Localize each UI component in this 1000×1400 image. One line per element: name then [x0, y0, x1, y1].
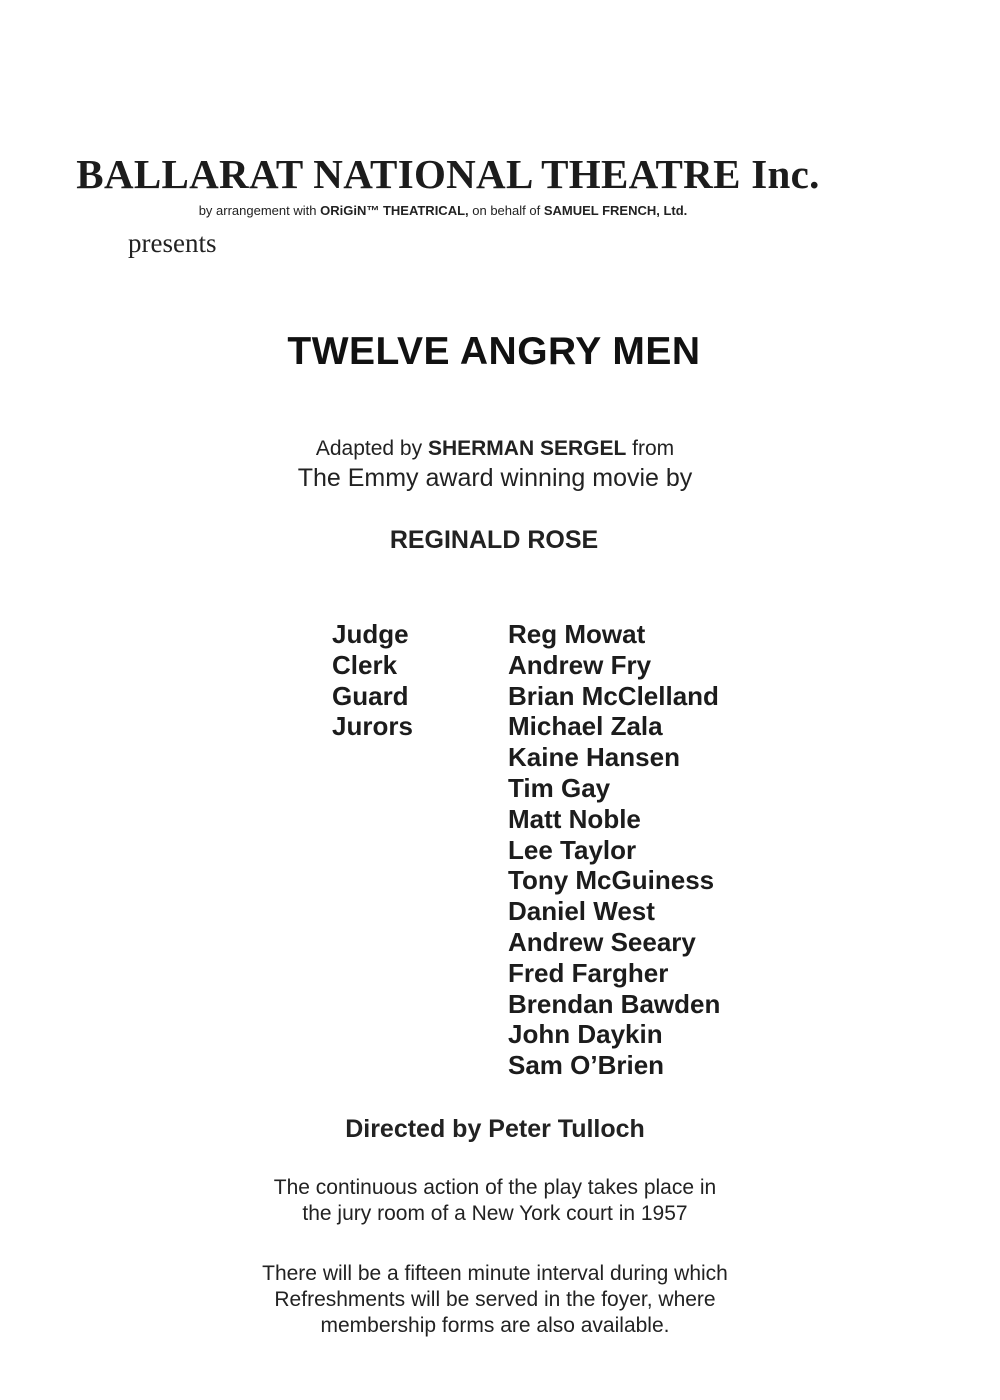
- cast-roles-list: [332, 619, 413, 742]
- setting-line: the jury room of a New York court in 1957: [302, 1202, 688, 1225]
- interval-line: membership forms are also available.: [320, 1314, 670, 1337]
- theatre-company-name: BALLARAT NATIONAL THEATRE Inc.: [76, 151, 820, 197]
- cast-member: Lee Taylor: [508, 834, 637, 865]
- source-line: The Emmy award winning movie by: [297, 464, 693, 492]
- cast-role: Clerk: [332, 649, 398, 680]
- interval-line: Refreshments will be served in the foyer, where: [274, 1288, 716, 1311]
- setting-line: The continuous action of the play takes place in: [273, 1176, 717, 1199]
- presents-label: presents: [128, 228, 217, 258]
- adaptation-line: [0, 437, 990, 461]
- cast-member: Michael Zala: [508, 711, 663, 742]
- cast-member: Matt Noble: [508, 803, 641, 834]
- cast-member: Fred Fargher: [508, 957, 669, 988]
- arrangement-line: [0, 203, 886, 218]
- adapted-suffix: from: [626, 437, 675, 460]
- publisher-name: SAMUEL FRENCH, Ltd.: [543, 203, 688, 218]
- cast-member: Tony McGuiness: [508, 865, 715, 896]
- cast-member: Andrew Fry: [508, 649, 652, 680]
- cast-member: Kaine Hansen: [508, 742, 680, 773]
- cast-member: Daniel West: [508, 896, 655, 927]
- setting-note: [0, 1175, 990, 1227]
- director-credit: Directed by Peter Tulloch: [345, 1115, 645, 1143]
- cast-member: Reg Mowat: [508, 619, 646, 649]
- cast-role: Guard: [332, 680, 409, 711]
- cast-member: John Daykin: [508, 1019, 663, 1050]
- cast-member: Andrew Seeary: [508, 926, 696, 957]
- author-name: REGINALD ROSE: [389, 526, 599, 554]
- interval-note: [0, 1261, 990, 1339]
- adapter-name: SHERMAN SERGEL: [427, 437, 627, 460]
- cast-member: Brendan Bawden: [508, 988, 721, 1019]
- cast-member: Tim Gay: [508, 772, 611, 803]
- cast-role: Jurors: [332, 711, 413, 742]
- play-title: TWELVE ANGRY MEN: [287, 330, 701, 373]
- arrangement-middle: on behalf of: [468, 203, 544, 218]
- adapted-prefix: Adapted by: [315, 437, 428, 460]
- cast-member: Brian McClelland: [508, 680, 719, 711]
- cast-member: Sam O’Brien: [508, 1050, 665, 1081]
- interval-line: There will be a fifteen minute interval during which: [262, 1262, 728, 1285]
- cast-names-list: [508, 619, 720, 1081]
- arrangement-prefix: by arrangement with: [198, 203, 321, 218]
- cast-role: Judge: [332, 619, 409, 649]
- licensor-name: ORiGiN™ THEATRICAL,: [320, 203, 469, 218]
